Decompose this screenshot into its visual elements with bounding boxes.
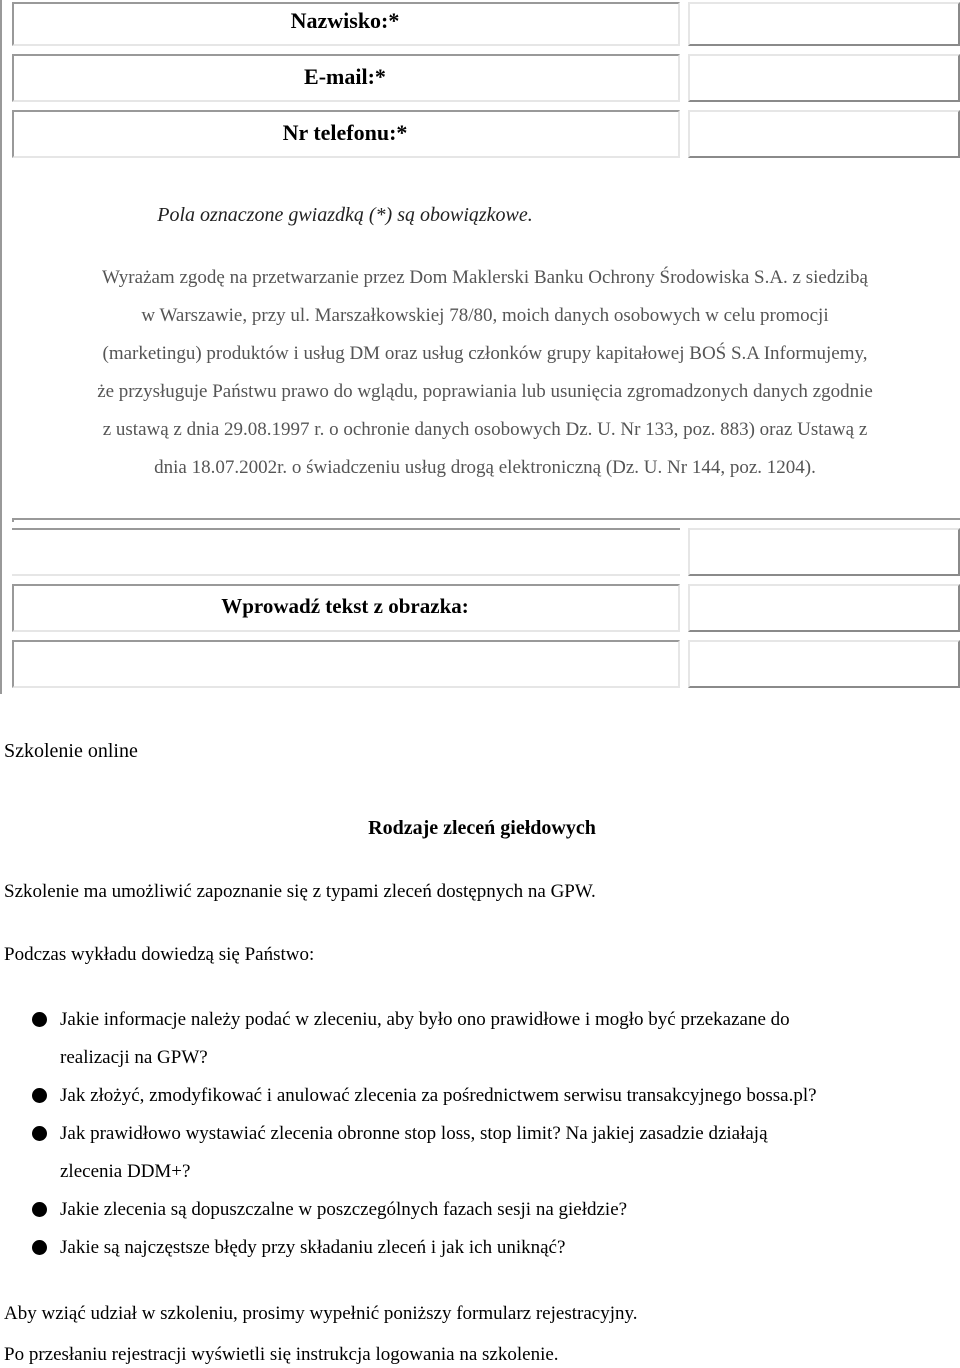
surname-input[interactable]	[688, 2, 960, 46]
list-item	[0, 1001, 960, 1077]
phone-label: Nr telefonu:*	[282, 120, 408, 145]
list-item-text: Jakie informacje należy podać w zleceniu, aby było ono prawidłowe i mogło być przekazane do	[60, 1009, 790, 1030]
bullet-icon	[32, 1012, 47, 1027]
consent-row-divider	[12, 518, 960, 522]
consent-line: Wyrażam zgodę na przetwarzanie przez Dom Maklerski Banku Ochrony Środowiska S.A. z siedzibą	[102, 267, 868, 288]
consent-line: (marketingu) produktów i usług DM oraz usług członków grupy kapitałowej BOŚ S.A Informujemy,	[102, 343, 868, 364]
topics-list	[0, 1001, 960, 1267]
list-item-text: Jak złożyć, zmodyfikować i anulować zlecenia za pośrednictwem serwisu transakcyjnego bossa.pl?	[60, 1085, 817, 1106]
form-table-left-border	[0, 0, 2, 694]
consent-text	[22, 259, 948, 487]
surname-label: Nazwisko:*	[290, 8, 400, 33]
consent-line: dnia 18.07.2002r. o świadczeniu usług drogą elektroniczną (Dz. U. Nr 144, poz. 1204).	[154, 457, 816, 478]
bullet-icon	[32, 1240, 47, 1255]
training-intro: Szkolenie ma umożliwić zapoznanie się z typami zleceń dostępnych na GPW.	[4, 881, 596, 902]
phone-input[interactable]	[688, 110, 960, 158]
captcha-label: Wprowadź tekst z obrazka:	[221, 594, 469, 618]
list-item	[0, 1229, 960, 1267]
list-item	[0, 1191, 960, 1229]
call-to-action-2: Po przesłaniu rejestracji wyświetli się instrukcja logowania na szkolenie.	[4, 1344, 559, 1365]
required-fields-note: Pola oznaczone gwiazdką (*) są obowiązkowe.	[157, 204, 533, 226]
captcha-image-cell	[688, 584, 960, 632]
bullet-icon	[32, 1088, 47, 1103]
empty-label-cell	[12, 528, 680, 576]
captcha-input-label-cell	[12, 640, 680, 688]
list-item-text: Jak prawidłowo wystawiać zlecenia obronne stop loss, stop limit? Na jakiej zasadzie działają	[60, 1123, 768, 1144]
empty-row-input[interactable]	[688, 528, 960, 576]
training-lead: Podczas wykładu dowiedzą się Państwo:	[4, 944, 315, 965]
list-item-text: zlecenia DDM+?	[60, 1161, 191, 1182]
consent-line: w Warszawie, przy ul. Marszałkowskiej 78/80, moich danych osobowych w celu promocji	[141, 305, 829, 326]
list-item-text: Jakie są najczęstsze błędy przy składaniu zleceń i jak ich uniknąć?	[60, 1237, 566, 1258]
list-item	[0, 1077, 960, 1115]
list-item	[0, 1115, 960, 1191]
consent-line: z ustawą z dnia 29.08.1997 r. o ochronie danych osobowych Dz. U. Nr 133, poz. 883) oraz Ustawą z	[102, 419, 868, 440]
email-label: E-mail:*	[304, 64, 386, 89]
training-title: Rodzaje zleceń giełdowych	[368, 817, 596, 839]
category-label: Szkolenie online	[4, 740, 138, 762]
list-item-text: Jakie zlecenia są dopuszczalne w poszczególnych fazach sesji na giełdzie?	[60, 1199, 628, 1220]
bullet-icon	[32, 1126, 47, 1141]
captcha-input[interactable]	[688, 640, 960, 688]
email-input[interactable]	[688, 54, 960, 102]
list-item-text: realizacji na GPW?	[60, 1047, 208, 1068]
consent-line: że przysługuje Państwu prawo do wglądu, poprawiania lub usunięcia zgromadzonych danych zgodnie	[97, 381, 873, 402]
call-to-action-1: Aby wziąć udział w szkoleniu, prosimy wypełnić poniższy formularz rejestracyjny.	[4, 1303, 638, 1324]
bullet-icon	[32, 1202, 47, 1217]
